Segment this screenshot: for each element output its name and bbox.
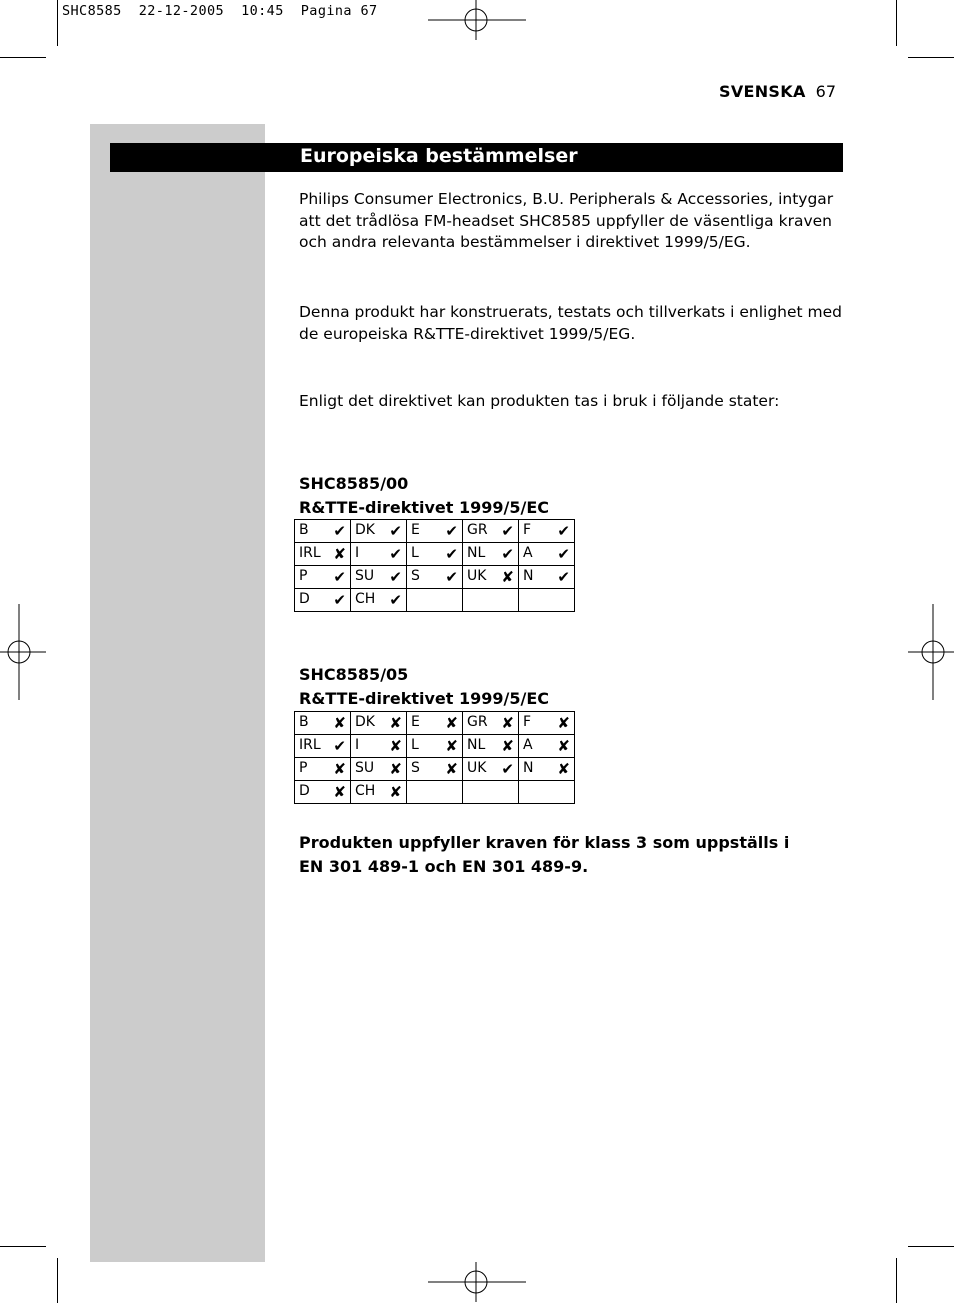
country-cell bbox=[407, 712, 463, 735]
check-mark-icon: ✔ bbox=[333, 737, 346, 755]
country-cell bbox=[519, 781, 575, 804]
country-cell bbox=[351, 735, 407, 758]
class-compliance-note bbox=[299, 831, 844, 878]
country-code: NL bbox=[467, 737, 486, 753]
country-code: UK bbox=[467, 568, 487, 584]
cross-mark-icon: ✘ bbox=[445, 714, 458, 732]
directive-label: R&TTE-direktivet 1999/5/EC bbox=[299, 688, 550, 708]
check-mark-icon: ✔ bbox=[557, 522, 570, 540]
country-table-05 bbox=[294, 711, 575, 804]
country-code: D bbox=[299, 783, 310, 799]
country-cell bbox=[295, 589, 351, 612]
country-code: B bbox=[299, 714, 309, 730]
country-cell bbox=[295, 566, 351, 589]
country-code: N bbox=[523, 568, 534, 584]
country-code: A bbox=[523, 545, 533, 561]
country-code: L bbox=[411, 545, 419, 561]
country-code: GR bbox=[467, 714, 488, 730]
country-cell bbox=[407, 758, 463, 781]
table-row bbox=[295, 520, 575, 543]
cross-mark-icon: ✘ bbox=[501, 737, 514, 755]
country-code: DK bbox=[355, 522, 375, 538]
country-code: CH bbox=[355, 591, 376, 607]
country-code: UK bbox=[467, 760, 487, 776]
country-code: A bbox=[523, 737, 533, 753]
crop-mark bbox=[908, 57, 954, 58]
country-cell bbox=[519, 758, 575, 781]
language-label: SVENSKA bbox=[719, 82, 806, 101]
country-cell bbox=[407, 543, 463, 566]
country-cell bbox=[351, 543, 407, 566]
country-cell bbox=[295, 781, 351, 804]
printer-slug: SHC8585 22-12-2005 10:45 Pagina 67 bbox=[62, 3, 378, 19]
crop-mark bbox=[908, 1246, 954, 1247]
cross-mark-icon: ✘ bbox=[333, 760, 346, 778]
country-cell bbox=[519, 520, 575, 543]
cross-mark-icon: ✘ bbox=[333, 714, 346, 732]
crop-mark bbox=[57, 0, 58, 46]
check-mark-icon: ✔ bbox=[501, 522, 514, 540]
page-number: 67 bbox=[815, 82, 836, 101]
cross-mark-icon: ✘ bbox=[557, 760, 570, 778]
paragraph-countries-intro: Enligt det direktivet kan produkten tas i bruk i följande stater: bbox=[299, 392, 780, 410]
country-code: DK bbox=[355, 714, 375, 730]
country-cell bbox=[519, 735, 575, 758]
cross-mark-icon: ✘ bbox=[389, 714, 402, 732]
check-mark-icon: ✔ bbox=[389, 568, 402, 586]
country-cell bbox=[519, 543, 575, 566]
check-mark-icon: ✔ bbox=[389, 522, 402, 540]
country-code: SU bbox=[355, 568, 375, 584]
cross-mark-icon: ✘ bbox=[501, 568, 514, 586]
country-code: F bbox=[523, 522, 532, 538]
country-cell bbox=[351, 566, 407, 589]
table-row bbox=[295, 589, 575, 612]
country-code: E bbox=[411, 522, 420, 538]
running-header bbox=[719, 82, 836, 101]
country-cell bbox=[519, 566, 575, 589]
country-cell bbox=[351, 589, 407, 612]
country-code: B bbox=[299, 522, 309, 538]
check-mark-icon: ✔ bbox=[445, 545, 458, 563]
country-cell bbox=[351, 712, 407, 735]
country-table-00 bbox=[294, 519, 575, 612]
cross-mark-icon: ✘ bbox=[389, 783, 402, 801]
country-cell bbox=[295, 735, 351, 758]
country-cell bbox=[351, 781, 407, 804]
check-mark-icon: ✔ bbox=[333, 522, 346, 540]
table-row bbox=[295, 735, 575, 758]
table-row bbox=[295, 543, 575, 566]
country-cell bbox=[351, 758, 407, 781]
paragraph-declaration: Philips Consumer Electronics, B.U. Peripherals & Accessories, intygar att det trådlösa FM-headset SHC8585 uppfyller de väsentliga kraven och andra relevanta bestämmelser i direktivet 1999/5/EG. bbox=[299, 190, 834, 251]
country-code: SU bbox=[355, 760, 375, 776]
table-row bbox=[295, 712, 575, 735]
country-cell bbox=[295, 712, 351, 735]
cross-mark-icon: ✘ bbox=[557, 714, 570, 732]
cross-mark-icon: ✘ bbox=[389, 760, 402, 778]
model-label: SHC8585/05 bbox=[299, 665, 409, 684]
directive-label: R&TTE-direktivet 1999/5/EC bbox=[299, 497, 550, 517]
crop-mark bbox=[0, 1246, 46, 1247]
country-code: NL bbox=[467, 545, 486, 561]
check-mark-icon: ✔ bbox=[333, 568, 346, 586]
country-code: D bbox=[299, 591, 310, 607]
country-cell bbox=[407, 589, 463, 612]
country-cell bbox=[463, 735, 519, 758]
crop-mark bbox=[0, 57, 46, 58]
crop-mark bbox=[57, 1258, 58, 1303]
check-mark-icon: ✔ bbox=[389, 591, 402, 609]
table-heading-05 bbox=[299, 663, 844, 710]
country-cell bbox=[295, 758, 351, 781]
check-mark-icon: ✔ bbox=[389, 545, 402, 563]
country-code: GR bbox=[467, 522, 488, 538]
table-row bbox=[295, 566, 575, 589]
country-code: I bbox=[355, 737, 360, 753]
country-code: CH bbox=[355, 783, 376, 799]
registration-mark-icon bbox=[428, 0, 526, 40]
note-line: Produkten uppfyller kraven för klass 3 som uppställs i bbox=[299, 833, 790, 852]
country-cell bbox=[519, 589, 575, 612]
table-row bbox=[295, 781, 575, 804]
crop-mark bbox=[896, 0, 897, 46]
country-code: P bbox=[299, 568, 308, 584]
country-code: N bbox=[523, 760, 534, 776]
check-mark-icon: ✔ bbox=[557, 545, 570, 563]
table-row bbox=[295, 758, 575, 781]
country-cell bbox=[295, 520, 351, 543]
cross-mark-icon: ✘ bbox=[445, 737, 458, 755]
model-label: SHC8585/00 bbox=[299, 474, 409, 493]
cross-mark-icon: ✘ bbox=[445, 760, 458, 778]
paragraph-compliance: Denna produkt har konstruerats, testats och tillverkats i enlighet med de europeiska R&TTE-direktivet 1999/5/EG. bbox=[299, 303, 842, 343]
section-title-bar bbox=[110, 143, 843, 172]
check-mark-icon: ✔ bbox=[501, 545, 514, 563]
check-mark-icon: ✔ bbox=[445, 568, 458, 586]
country-code: L bbox=[411, 737, 419, 753]
cross-mark-icon: ✘ bbox=[389, 737, 402, 755]
country-cell bbox=[407, 520, 463, 543]
country-code: S bbox=[411, 760, 420, 776]
cross-mark-icon: ✘ bbox=[557, 737, 570, 755]
check-mark-icon: ✔ bbox=[445, 522, 458, 540]
country-cell bbox=[407, 781, 463, 804]
country-cell bbox=[407, 566, 463, 589]
check-mark-icon: ✔ bbox=[333, 591, 346, 609]
cross-mark-icon: ✘ bbox=[333, 783, 346, 801]
country-cell bbox=[519, 712, 575, 735]
country-code: F bbox=[523, 714, 532, 730]
country-cell bbox=[463, 543, 519, 566]
note-line: EN 301 489-1 och EN 301 489-9. bbox=[299, 856, 589, 876]
country-code: IRL bbox=[299, 737, 321, 753]
registration-mark-icon bbox=[0, 604, 46, 700]
sidebar-panel bbox=[90, 124, 265, 1262]
registration-mark-icon bbox=[428, 1262, 526, 1302]
country-code: IRL bbox=[299, 545, 321, 561]
registration-mark-icon bbox=[908, 604, 954, 700]
cross-mark-icon: ✘ bbox=[501, 714, 514, 732]
country-code: E bbox=[411, 714, 420, 730]
country-cell bbox=[463, 566, 519, 589]
country-cell bbox=[463, 520, 519, 543]
crop-mark bbox=[896, 1258, 897, 1303]
cross-mark-icon: ✘ bbox=[333, 545, 346, 563]
country-cell bbox=[407, 735, 463, 758]
check-mark-icon: ✔ bbox=[557, 568, 570, 586]
country-code: S bbox=[411, 568, 420, 584]
country-cell bbox=[463, 589, 519, 612]
check-mark-icon: ✔ bbox=[501, 760, 514, 778]
table-heading-00 bbox=[299, 472, 844, 519]
country-code: P bbox=[299, 760, 308, 776]
country-cell bbox=[463, 712, 519, 735]
country-cell bbox=[463, 781, 519, 804]
country-code: I bbox=[355, 545, 360, 561]
section-title: Europeiska bestämmelser bbox=[300, 145, 578, 167]
country-cell bbox=[351, 520, 407, 543]
country-cell bbox=[295, 543, 351, 566]
country-cell bbox=[463, 758, 519, 781]
